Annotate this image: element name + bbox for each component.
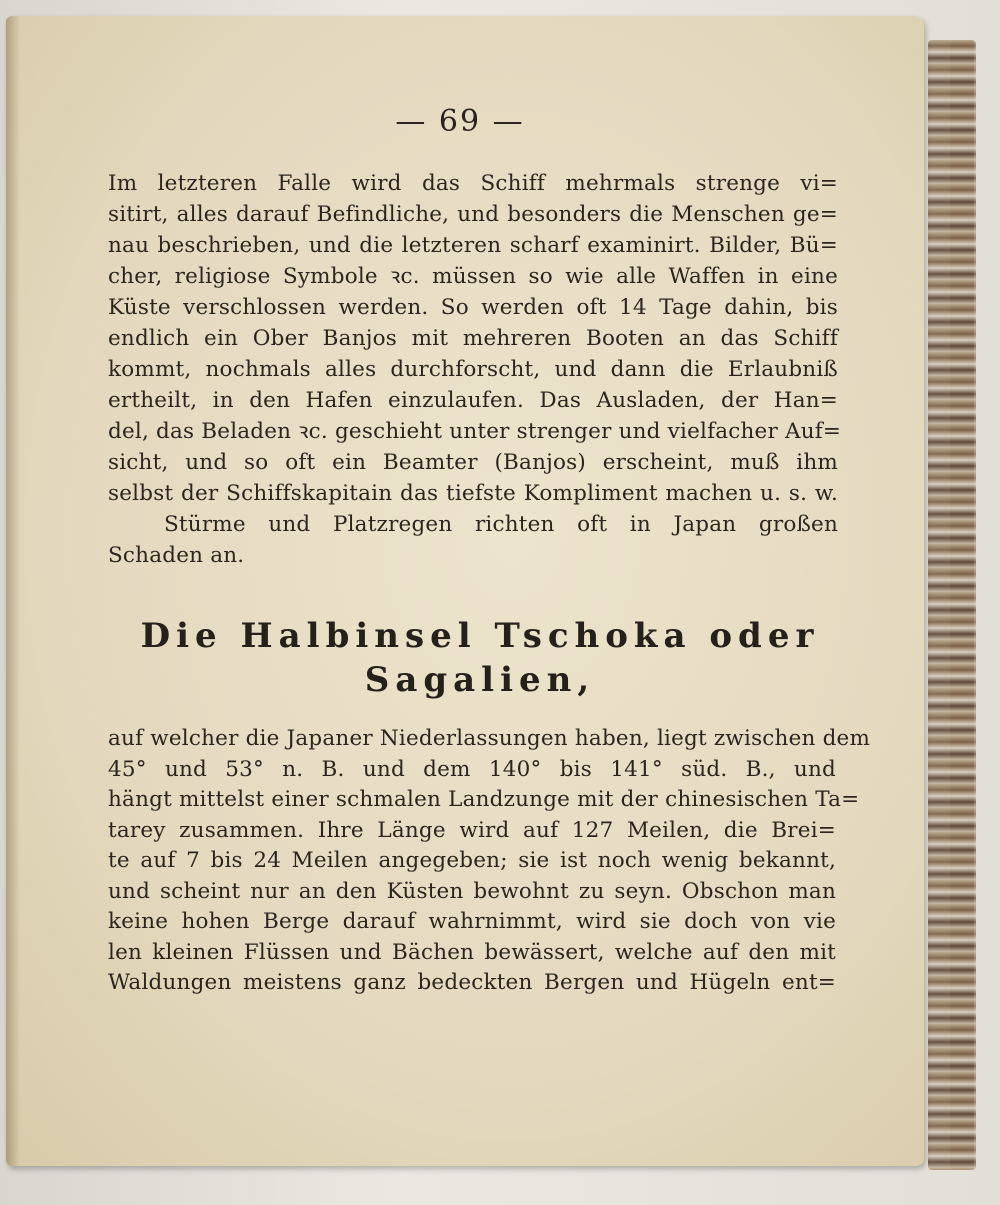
text-line: Stürme und Platzregen richten oft in Japan großen [164, 512, 838, 537]
text-line: del, das Beladen ꝛc. geschieht unter strenger und vielfacher Auf= [108, 419, 842, 444]
text-line: keine hohen Berge darauf wahrnimmt, wird sie doch von vie [108, 909, 836, 934]
text-line: nau beschrieben, und die letzteren scharf examinirt. Bilder, Bü= [108, 233, 838, 258]
text-line: sicht, und so oft ein Beamter (Banjos) erscheint, muß ihm [108, 450, 838, 475]
text-line: und scheint nur an den Küsten bewohnt zu seyn. Obschon man [108, 878, 836, 904]
page-number: — 69 — [395, 104, 525, 139]
text-line: sitirt, alles darauf Befindliche, und besonders die Menschen ge= [108, 202, 838, 227]
paragraph-2 [108, 724, 871, 999]
text-line: te auf 7 bis 24 Meilen angegeben; sie ist noch wenig bekannt, [108, 848, 836, 873]
text-line: auf welcher die Japaner Niederlassungen haben, liegt zwischen dem [108, 726, 871, 751]
text-line: Im letzteren Falle wird das Schiff mehrmals strenge vi= [108, 171, 838, 196]
text-line: Küste verschlossen werden. So werden oft 14 Tage dahin, bis [108, 295, 838, 320]
text-line: 45° und 53° n. B. und dem 140° bis 141° süd. B., und [108, 756, 836, 782]
text-line: ertheilt, in den Hafen einzulaufen. Das Ausladen, der Han= [108, 388, 838, 413]
page-gutter-shadow [6, 16, 20, 1166]
text-line: endlich ein Ober Banjos mit mehreren Booten an das Schiff [108, 326, 838, 351]
text-line: tarey zusammen. Ihre Länge wird auf 127 Meilen, die Brei= [108, 817, 836, 843]
section-heading: Die Halbinsel Tschoka oder [140, 616, 820, 656]
text-line: selbst der Schiffskapitain das tiefste Kompliment machen u. s. w. [108, 481, 838, 506]
text-line: kommt, nochmals alles durchforscht, und dann die Erlaubniß [108, 357, 838, 382]
text-line: len kleinen Flüssen und Bächen bewässert, welche auf den mit [108, 939, 836, 965]
text-line: Waldungen meistens ganz bedeckten Bergen und Hügeln ent= [108, 970, 836, 995]
text-line: Schaden an. [108, 543, 245, 568]
text-line: cher, religiose Symbole ꝛc. müssen so wie alle Waffen in eine [108, 264, 838, 289]
text-line: hängt mittelst einer schmalen Landzunge mit der chinesischen Ta= [108, 787, 860, 812]
paragraph-1 [108, 168, 842, 571]
page-edges-outer [950, 40, 976, 1170]
section-heading-continued: Sagalien, [364, 660, 596, 700]
